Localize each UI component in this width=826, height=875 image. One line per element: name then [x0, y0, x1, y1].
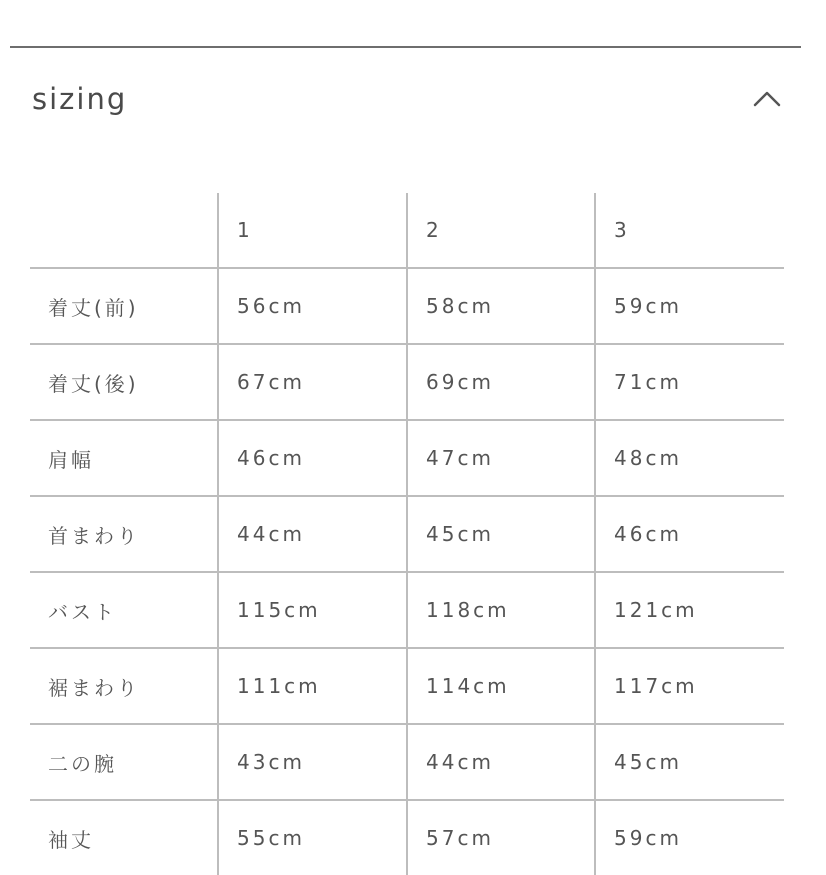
table-cell: 67cm: [218, 344, 407, 420]
table-cell: 59cm: [595, 268, 784, 344]
table-cell: 55cm: [218, 800, 407, 875]
chevron-up-icon[interactable]: [752, 88, 782, 108]
table-cell: 44cm: [218, 496, 407, 572]
row-label: 二の腕: [30, 724, 218, 800]
table-cell: 58cm: [407, 268, 595, 344]
table-cell: 46cm: [595, 496, 784, 572]
row-label: 肩幅: [30, 420, 218, 496]
table-cell: 48cm: [595, 420, 784, 496]
table-cell: 114cm: [407, 648, 595, 724]
row-label: 首まわり: [30, 496, 218, 572]
table-header-row: [30, 193, 784, 268]
table-cell: 43cm: [218, 724, 407, 800]
table-row: [30, 268, 784, 344]
header-cell-size-3: 3: [595, 193, 784, 268]
table-row: [30, 800, 784, 875]
header-cell-size-2: 2: [407, 193, 595, 268]
table-row: [30, 420, 784, 496]
header-cell-empty: [30, 193, 218, 268]
table-row: [30, 724, 784, 800]
table-cell: 46cm: [218, 420, 407, 496]
table-cell: 45cm: [407, 496, 595, 572]
section-divider: [10, 46, 801, 48]
row-label: 着丈(後): [30, 344, 218, 420]
sizing-accordion-header[interactable]: [0, 60, 826, 140]
table-row: [30, 648, 784, 724]
table-cell: 45cm: [595, 724, 784, 800]
table-cell: 111cm: [218, 648, 407, 724]
row-label: 着丈(前): [30, 268, 218, 344]
table-cell: 71cm: [595, 344, 784, 420]
table-cell: 69cm: [407, 344, 595, 420]
table-cell: 57cm: [407, 800, 595, 875]
table-cell: 47cm: [407, 420, 595, 496]
size-table: [30, 193, 784, 875]
table-row: [30, 496, 784, 572]
table-cell: 118cm: [407, 572, 595, 648]
row-label: バスト: [30, 572, 218, 648]
row-label: 裾まわり: [30, 648, 218, 724]
table-row: [30, 344, 784, 420]
table-row: [30, 572, 784, 648]
table-cell: 121cm: [595, 572, 784, 648]
table-cell: 117cm: [595, 648, 784, 724]
table-cell: 59cm: [595, 800, 784, 875]
table-cell: 44cm: [407, 724, 595, 800]
row-label: 袖丈: [30, 800, 218, 875]
header-cell-size-1: 1: [218, 193, 407, 268]
sizing-title: sizing: [32, 82, 128, 116]
table-cell: 115cm: [218, 572, 407, 648]
table-cell: 56cm: [218, 268, 407, 344]
